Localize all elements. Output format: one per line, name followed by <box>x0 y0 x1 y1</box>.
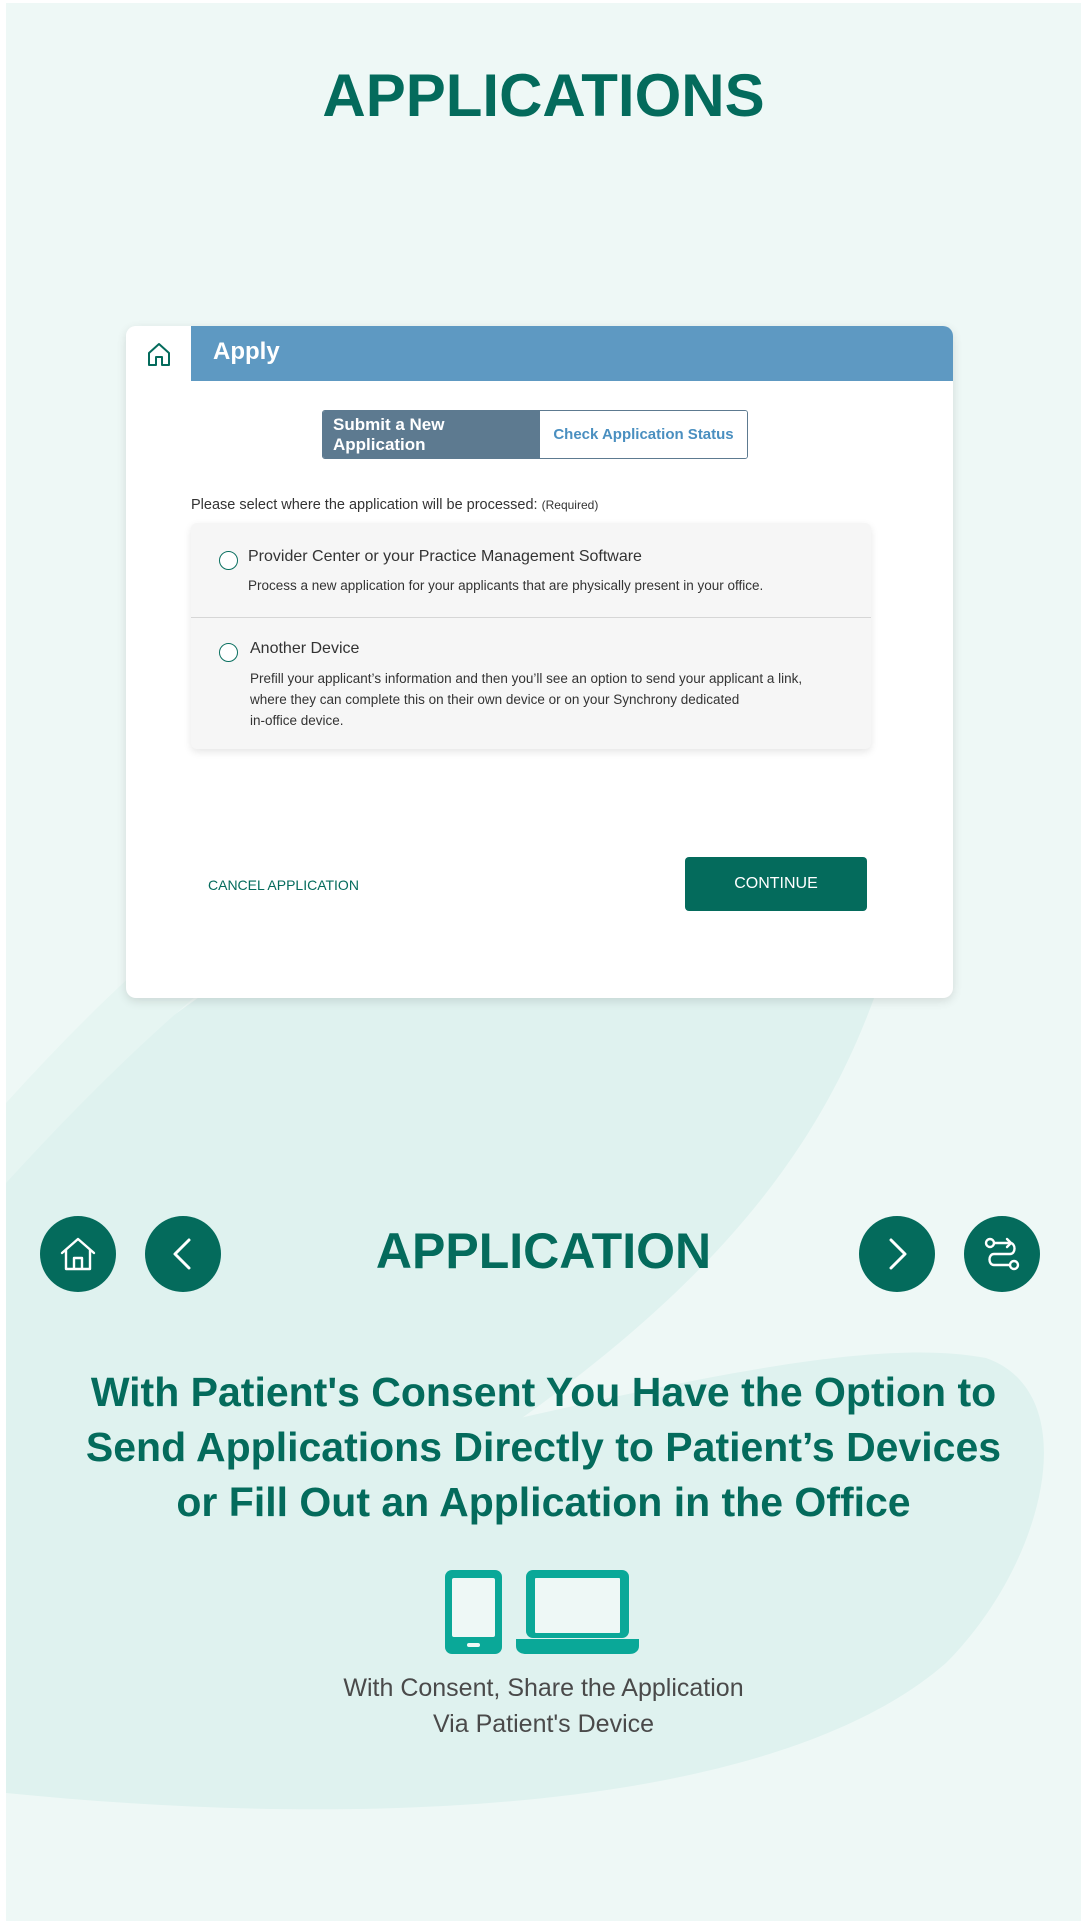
option-provider-center[interactable] <box>191 523 871 618</box>
processing-options <box>191 523 871 749</box>
required-label: (Required) <box>541 498 599 512</box>
tab-submit-new-application[interactable]: Submit a New Application <box>323 411 540 458</box>
option-description-line: Prefill your applicant’s information and then you’ll see an option to send your applicant a link, <box>250 671 803 686</box>
option-description-line: in-office device. <box>250 713 344 728</box>
processing-prompt <box>191 497 598 513</box>
option-title: Provider Center or your Practice Management Software <box>248 548 642 565</box>
option-title: Another Device <box>250 640 360 657</box>
header-bar <box>191 326 953 381</box>
headline-line: Send Applications Directly to Patient’s Devices <box>85 1424 1002 1470</box>
caption-line: With Consent, Share the Application <box>343 1674 744 1702</box>
radio-provider-center[interactable] <box>219 551 238 570</box>
page-title: APPLICATIONS <box>322 62 765 129</box>
consent-headline <box>36 1365 1051 1530</box>
headline-line: With Patient's Consent You Have the Option to <box>90 1369 997 1415</box>
radio-another-device[interactable] <box>219 643 238 662</box>
laptop-icon <box>516 1570 639 1654</box>
card-header <box>126 326 953 381</box>
section-title: APPLICATION <box>375 1223 712 1279</box>
application-mode-toggle <box>322 410 748 459</box>
route-button[interactable] <box>964 1216 1040 1292</box>
header-title: Apply <box>213 338 280 365</box>
devices-illustration <box>443 1568 643 1658</box>
option-another-device[interactable] <box>191 618 871 749</box>
option-description <box>250 668 840 731</box>
prompt-text: Please select where the application will be processed: <box>191 497 538 513</box>
caption-line: Via Patient's Device <box>432 1710 655 1738</box>
option-description: Process a new application for your applicants that are physically present in your office. <box>248 578 764 593</box>
next-button[interactable] <box>859 1216 935 1292</box>
phone-icon <box>445 1570 502 1654</box>
apply-card <box>126 326 953 998</box>
home-icon <box>145 340 173 368</box>
option-description-line: where they can complete this on their own device or on your Synchrony dedicated <box>250 692 740 707</box>
device-caption <box>6 1670 1081 1742</box>
chevron-right-icon <box>877 1234 917 1274</box>
cancel-application-link[interactable]: CANCEL APPLICATION <box>208 877 359 893</box>
home-tab[interactable] <box>126 326 191 381</box>
headline-line: or Fill Out an Application in the Office <box>176 1479 911 1525</box>
tab-check-application-status[interactable]: Check Application Status <box>540 411 747 458</box>
route-icon <box>980 1232 1024 1276</box>
continue-button[interactable]: CONTINUE <box>685 857 867 911</box>
page <box>6 3 1081 1921</box>
